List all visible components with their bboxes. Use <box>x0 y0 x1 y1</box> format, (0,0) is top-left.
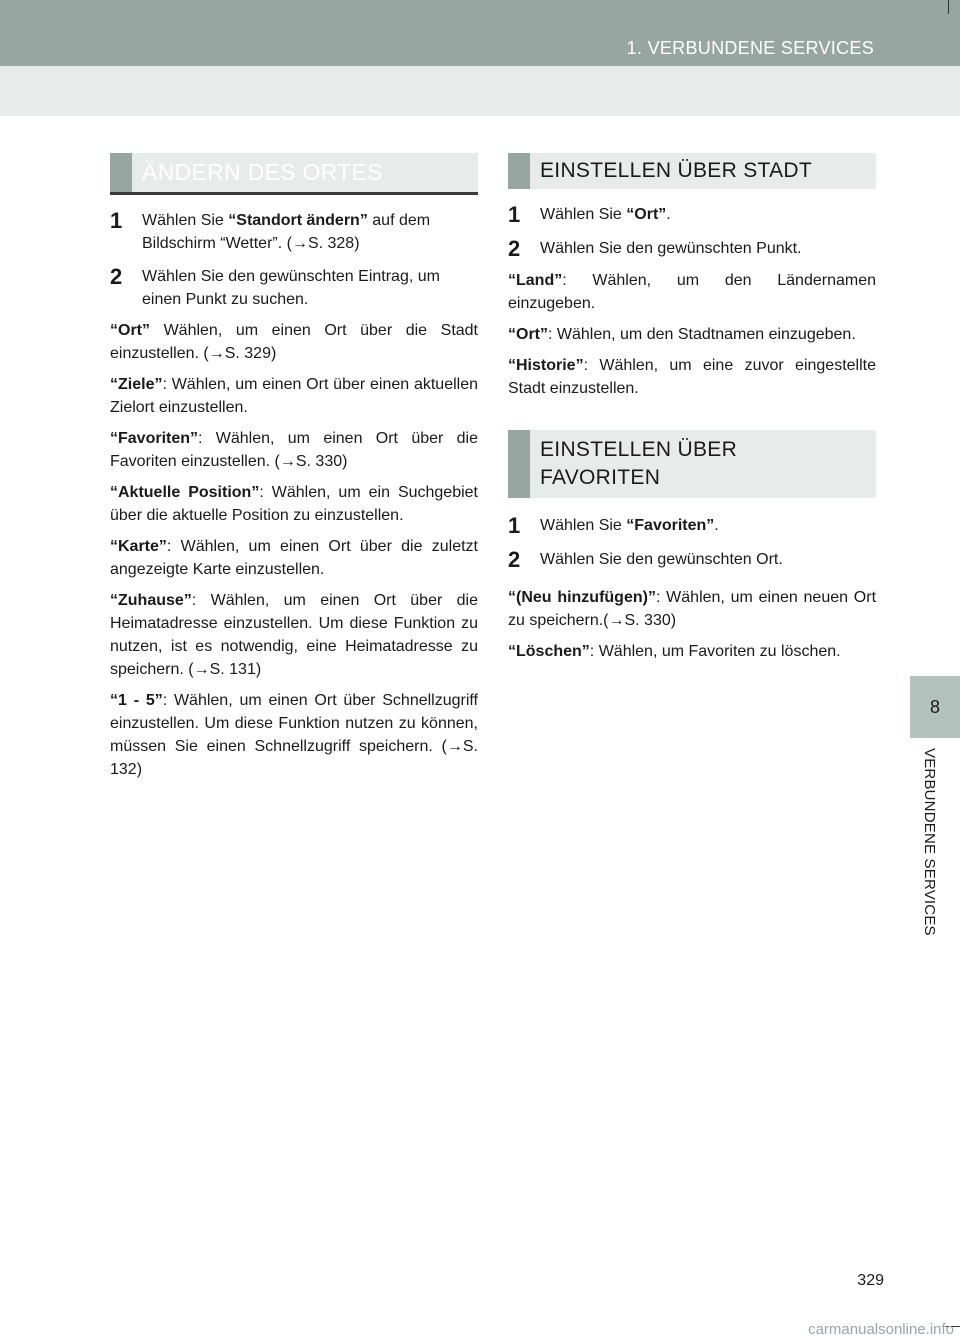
step-number: 1 <box>508 513 521 538</box>
step-text: Wählen Sie “Standort ändern” auf dem Bildschirm “Wetter”. (→S. 328) <box>142 212 431 252</box>
chapter-tab: 8 <box>910 676 960 738</box>
option-item: “Land”: Wählen, um den Ländernamen einzugeben. <box>508 272 876 312</box>
option-item: “Karte”: Wählen, um einen Ort über die zuletzt angezeigte Karte einzustellen. <box>110 538 478 578</box>
option-item: “Ort” Wählen, um einen Ort über die Stadt einzustellen. (→S. 329) <box>110 322 478 362</box>
step-item <box>508 203 876 227</box>
step-number: 1 <box>110 208 123 233</box>
step-item <box>508 514 876 538</box>
option-item: “Zuhause”: Wählen, um einen Ort über die Heimatadresse einzustellen. Um diese Funktion zu nutzen, ist es notwendig, eine Heimatadresse zu speichern. (→S. 131) <box>110 592 478 678</box>
section-heading: EINSTELLEN ÜBER STADT <box>508 153 876 189</box>
chapter-label: VERBUNDENE SERVICES <box>921 748 938 936</box>
right-column <box>508 153 876 663</box>
step-number: 2 <box>508 547 521 572</box>
step-text: Wählen Sie “Ort”. <box>540 206 671 223</box>
option-item: “Ort”: Wählen, um den Stadtnamen einzugeben. <box>508 326 856 343</box>
step-item <box>508 237 876 261</box>
step-number: 2 <box>508 236 521 261</box>
crop-mark <box>948 0 949 14</box>
option-item: “1 - 5”: Wählen, um einen Ort über Schnellzugriff einzustellen. Um diese Funktion nutzen zu können, müssen Sie einen Schnellzugriff speichern. (→S. 132) <box>110 692 479 778</box>
watermark: carmanualsonline.info <box>808 1321 954 1338</box>
section-heading: ÄNDERN DES ORTES <box>110 153 478 195</box>
section-heading: EINSTELLEN ÜBER FAVORITEN <box>508 430 876 498</box>
page-number: 329 <box>857 1272 884 1289</box>
step-text: Wählen Sie den gewünschten Ort. <box>540 551 783 568</box>
step-item <box>110 209 478 255</box>
option-item: “Historie”: Wählen, um eine zuvor eingestellte Stadt einzustellen. <box>508 357 876 397</box>
option-item: “Löschen”: Wählen, um Favoriten zu löschen. <box>508 643 841 660</box>
step-item <box>110 265 478 311</box>
step-item <box>508 548 876 572</box>
step-text: Wählen Sie den gewünschten Eintrag, um einen Punkt zu suchen. <box>142 268 440 308</box>
option-item: “Aktuelle Position”: Wählen, um ein Suchgebiet über die aktuelle Position zu einzustellen. <box>110 484 479 524</box>
left-column <box>110 153 478 781</box>
step-text: Wählen Sie den gewünschten Punkt. <box>540 240 802 257</box>
header-title: 1. VERBUNDENE SERVICES <box>626 38 874 58</box>
option-item: “(Neu hinzufügen)”: Wählen, um einen neuen Ort zu speichern.(→S. 330) <box>508 589 877 629</box>
header-subband <box>0 66 960 116</box>
option-item: “Ziele”: Wählen, um einen Ort über einen aktuellen Zielort einzustellen. <box>110 376 478 416</box>
step-text: Wählen Sie “Favoriten”. <box>540 517 719 534</box>
step-number: 2 <box>110 264 123 289</box>
option-item: “Favoriten”: Wählen, um einen Ort über die Favoriten einzustellen. (→S. 330) <box>110 430 478 470</box>
step-number: 1 <box>508 202 521 227</box>
